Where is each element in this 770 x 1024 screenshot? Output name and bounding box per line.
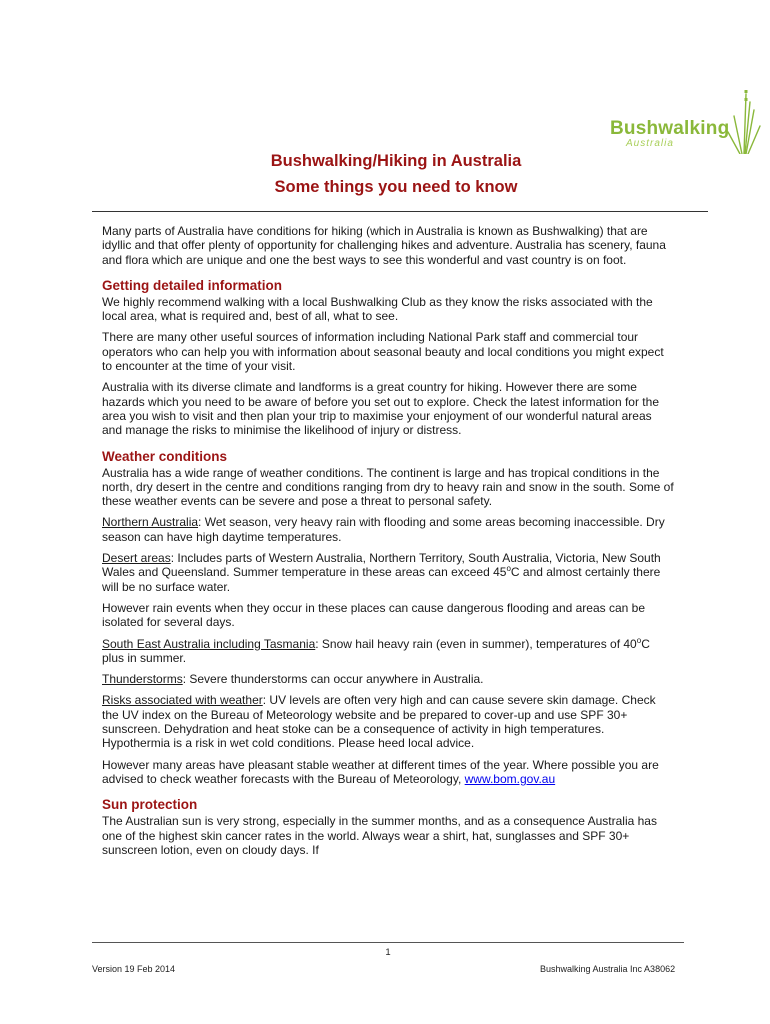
rain-events-paragraph: However rain events when they occur in these places can cause dangerous flooding and areas can be isolated for several days. [102, 600, 646, 630]
thunderstorms-paragraph [102, 672, 674, 686]
bom-website-link[interactable]: www.bom.gov.au [464, 771, 556, 786]
south-east-label: South East Australia including Tasmania [102, 636, 316, 651]
info-paragraph-2: There are many other useful sources of information including National Park staff and commercial tour operators who can help you with information about seasonal beauty and local conditions you might expect to encounter at the time of your visit. [102, 330, 664, 374]
south-east-text: : Snow hail heavy rain (even in summer), temperatures of 40 [315, 636, 637, 651]
degree-superscript: o [506, 564, 511, 574]
weather-risks-label: Risks associated with weather [102, 693, 263, 708]
footer-version: Version 19 Feb 2014 [92, 964, 176, 974]
footer-organisation: Bushwalking Australia Inc A38062 [540, 964, 676, 974]
northern-australia-label: Northern Australia [102, 515, 199, 530]
south-east-text-end: C plus in summer. [102, 636, 650, 665]
grass-icon [724, 88, 764, 154]
weather-risks-text: : UV levels are often very high and can cause severe skin damage. Check the UV index on the Bureau of Meteorology website and be prepared to cover-up and use SPF 30+ sunscreen. Dehydration and heat stoke can be a consequence of activity in high temperatures. Hypothermia is a risk in wet cold conditions. Please heed local advice. [102, 693, 656, 751]
desert-areas-text-end: C and almost certainly there will be no surface water. [102, 565, 661, 594]
thunderstorms-label: Thunderstorms [102, 672, 183, 687]
desert-areas-paragraph [102, 551, 674, 594]
footer-divider [92, 942, 684, 943]
desert-areas-text: : Includes parts of Western Australia, Northern Territory, South Australia, Victoria, New South Wales and Queensland. Summer temperature in these areas can exceed 45 [102, 551, 661, 580]
stable-weather-paragraph [102, 758, 674, 787]
info-paragraph-3: Australia with its diverse climate and landforms is a great country for hiking. However there are some hazards which you need to be aware of before you set out to explore. Check the latest information for the area you wish to visit and then plan your trip to maximise your enjoyment of our wonderful natural areas and manage the risks to minimise the likelihood of injury or distress. [102, 380, 659, 438]
stable-weather-text: However many areas have pleasant stable weather at different times of the year. Where possible you are advised to check weather forecasts with the Bureau of Meteorology, [102, 757, 659, 786]
logo-subtext: Australia [626, 138, 674, 149]
weather-paragraph-1: Australia has a wide range of weather conditions. The continent is large and has tropical conditions in the north, dry desert in the centre and conditions ranging from dry to heavy rain and snow in the south. Some of these weather events can be severe and pose a threat to personal safety. [102, 465, 674, 509]
sun-paragraph-1: The Australian sun is very strong, especially in the summer months, and as a consequence Australia has one of the highest skin cancer rates in the world. Always wear a shirt, hat, sunglasses and SPF 30+ sunscreen lotion, even on cloudy days. If [102, 814, 657, 857]
document-body [102, 224, 674, 864]
degree-superscript: o [636, 635, 642, 645]
bushwalking-australia-logo [606, 88, 766, 158]
document-subtitle: Some things you need to know [274, 178, 518, 196]
weather-risks-paragraph [102, 693, 674, 750]
title-divider [92, 211, 708, 212]
northern-australia-paragraph [102, 515, 674, 544]
heading-weather-conditions: Weather conditions [102, 448, 228, 464]
intro-paragraph: Many parts of Australia have conditions for hiking (which in Australia is known as Bushwalking) that are idyllic and that offer plenty of opportunity for challenging hikes and adventure. Australia has scenery, fauna and flora which are unique and one the best ways to see this wonderful and vast country is on foot. [102, 224, 666, 267]
northern-australia-text: : Wet season, very heavy rain with flooding and some areas becoming inaccessible. Dry season can have high daytime temperatures. [102, 515, 665, 544]
heading-sun-protection: Sun protection [102, 797, 198, 813]
page-number: 1 [385, 947, 391, 958]
document-title: Bushwalking/Hiking in Australia [270, 152, 522, 170]
desert-areas-label: Desert areas [102, 551, 171, 566]
thunderstorms-text: : Severe thunderstorms can occur anywhere in Australia. [182, 672, 484, 687]
logo-text: Bushwalking [610, 118, 730, 139]
info-paragraph-1: We highly recommend walking with a local Bushwalking Club as they know the risks associated with the local area, what is required and, best of all, what to see. [102, 294, 653, 324]
south-east-paragraph [102, 637, 674, 666]
heading-getting-information: Getting detailed information [102, 277, 283, 293]
